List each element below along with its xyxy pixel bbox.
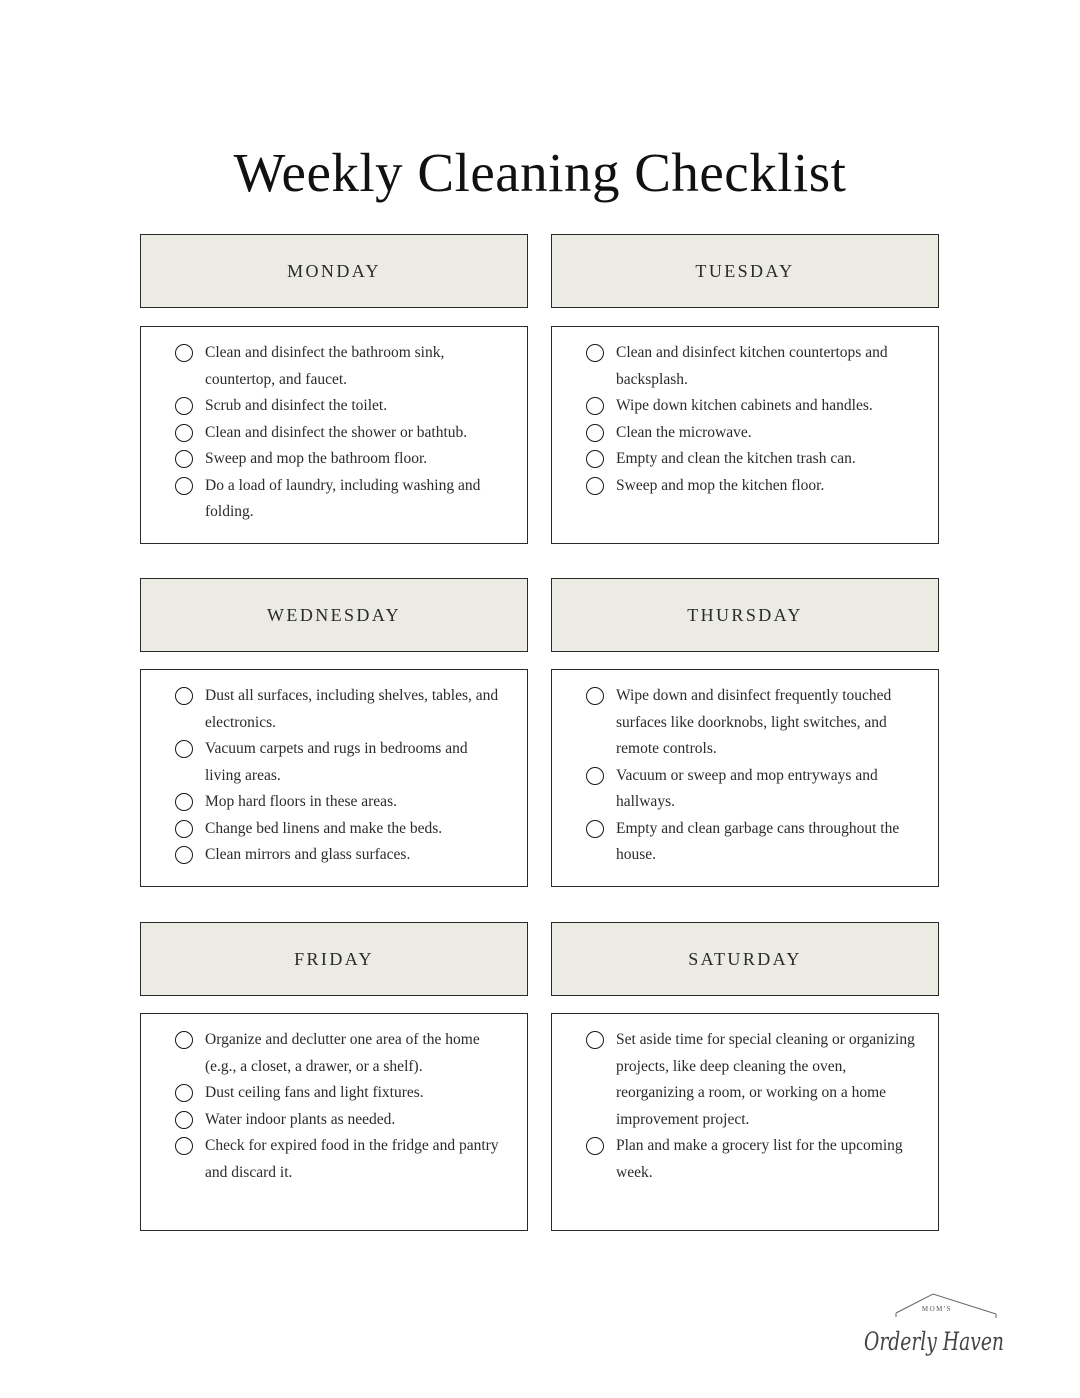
checkbox-circle-icon[interactable] (175, 477, 193, 495)
day-header-saturday: SATURDAY (551, 922, 939, 996)
checklist-item[interactable] (586, 473, 918, 500)
task-label: Vacuum carpets and rugs in bedrooms and living areas. (205, 740, 468, 784)
task-label: Sweep and mop the kitchen floor. (616, 476, 825, 494)
task-list-wednesday (141, 670, 527, 869)
task-label: Empty and clean the kitchen trash can. (616, 450, 856, 467)
checklist-item[interactable] (586, 763, 918, 816)
task-label: Change bed linens and make the beds. (205, 819, 443, 837)
checklist-item[interactable] (175, 1107, 507, 1134)
task-label: Organize and declutter one area of the home (e.g., a closet, a drawer, or a shelf). (205, 1031, 480, 1075)
task-label: Wipe down and disinfect frequently touched surfaces like doorknobs, light switches, and remote controls. (616, 687, 892, 757)
checkbox-circle-icon[interactable] (175, 687, 193, 705)
checklist-item[interactable] (586, 446, 918, 473)
checkbox-circle-icon[interactable] (586, 344, 604, 362)
checklist-item[interactable] (175, 446, 507, 473)
checkbox-circle-icon[interactable] (175, 344, 193, 362)
checkbox-circle-icon[interactable] (175, 1111, 193, 1129)
task-label: Clean and disinfect kitchen countertops and backsplash. (616, 344, 888, 388)
task-label: Wipe down kitchen cabinets and handles. (616, 397, 873, 414)
day-box-thursday (551, 669, 939, 887)
task-label: Water indoor plants as needed. (205, 1110, 396, 1128)
checklist-item[interactable] (175, 736, 507, 789)
brand-logo (858, 1290, 1008, 1370)
checklist-item[interactable] (175, 420, 507, 447)
day-header-wednesday: WEDNESDAY (140, 578, 528, 652)
day-header-thursday: THURSDAY (551, 578, 939, 652)
checklist-item[interactable] (175, 842, 507, 869)
task-label: Do a load of laundry, including washing and folding. (205, 476, 481, 520)
checkbox-circle-icon[interactable] (175, 450, 193, 468)
task-list-saturday (552, 1014, 938, 1186)
task-label: Dust ceiling fans and light fixtures. (205, 1084, 424, 1101)
checkbox-circle-icon[interactable] (175, 1031, 193, 1049)
task-label: Clean mirrors and glass surfaces. (205, 846, 411, 863)
checkbox-circle-icon[interactable] (586, 820, 604, 838)
day-box-wednesday (140, 669, 528, 887)
task-list-monday (141, 327, 527, 526)
day-box-friday (140, 1013, 528, 1231)
checkbox-circle-icon[interactable] (586, 687, 604, 705)
checkbox-circle-icon[interactable] (175, 820, 193, 838)
checklist-item[interactable] (175, 473, 507, 526)
checklist-item[interactable] (586, 1027, 918, 1133)
day-header-tuesday: TUESDAY (551, 234, 939, 308)
task-list-friday (141, 1014, 527, 1186)
page-title: Weekly Cleaning Checklist (233, 141, 847, 203)
task-list-thursday (552, 670, 938, 869)
day-box-saturday (551, 1013, 939, 1231)
checklist-item[interactable] (586, 393, 918, 420)
checklist-item[interactable] (175, 683, 507, 736)
task-label: Clean and disinfect the bathroom sink, countertop, and faucet. (205, 344, 445, 388)
checkbox-circle-icon[interactable] (586, 477, 604, 495)
checklist-item[interactable] (175, 1133, 507, 1186)
day-box-monday (140, 326, 528, 544)
checkbox-circle-icon[interactable] (586, 424, 604, 442)
task-label: Clean the microwave. (616, 423, 752, 441)
day-header-friday: FRIDAY (140, 922, 528, 996)
task-label: Clean and disinfect the shower or bathtub. (205, 423, 468, 441)
checklist-item[interactable] (586, 340, 918, 393)
checkbox-circle-icon[interactable] (175, 793, 193, 811)
logo-small-text: MOM'S (921, 1305, 953, 1313)
checkbox-circle-icon[interactable] (586, 767, 604, 785)
checklist-item[interactable] (175, 1080, 507, 1107)
checklist-item[interactable] (586, 683, 918, 763)
checklist-item[interactable] (175, 789, 507, 816)
day-box-tuesday (551, 326, 939, 544)
checkbox-circle-icon[interactable] (175, 397, 193, 415)
checkbox-circle-icon[interactable] (175, 1137, 193, 1155)
task-label: Set aside time for special cleaning or organizing projects, like deep cleaning the oven, reorganizing a room, or working on a home improvement project. (616, 1031, 915, 1128)
checklist-item[interactable] (175, 340, 507, 393)
checkbox-circle-icon[interactable] (175, 846, 193, 864)
checkbox-circle-icon[interactable] (175, 740, 193, 758)
task-label: Dust all surfaces, including shelves, tables, and electronics. (205, 687, 499, 731)
checklist-item[interactable] (175, 816, 507, 843)
checkbox-circle-icon[interactable] (586, 450, 604, 468)
logo-script-text: Orderly Haven (864, 1327, 1004, 1356)
task-label: Sweep and mop the bathroom floor. (205, 450, 428, 467)
task-list-tuesday (552, 327, 938, 499)
checkbox-circle-icon[interactable] (586, 1031, 604, 1049)
checklist-item[interactable] (586, 816, 918, 869)
checkbox-circle-icon[interactable] (175, 1084, 193, 1102)
task-label: Plan and make a grocery list for the upcoming week. (616, 1137, 903, 1181)
day-header-monday: MONDAY (140, 234, 528, 308)
task-label: Vacuum or sweep and mop entryways and hallways. (616, 766, 878, 810)
task-label: Scrub and disinfect the toilet. (205, 397, 388, 414)
checkbox-circle-icon[interactable] (586, 1137, 604, 1155)
task-label: Empty and clean garbage cans throughout the house. (616, 819, 900, 863)
task-label: Mop hard floors in these areas. (205, 793, 397, 810)
task-label: Check for expired food in the fridge and pantry and discard it. (205, 1137, 499, 1181)
checkbox-circle-icon[interactable] (175, 424, 193, 442)
checklist-item[interactable] (586, 1133, 918, 1186)
checklist-item[interactable] (175, 393, 507, 420)
checklist-item[interactable] (175, 1027, 507, 1080)
checklist-item[interactable] (586, 420, 918, 447)
checkbox-circle-icon[interactable] (586, 397, 604, 415)
